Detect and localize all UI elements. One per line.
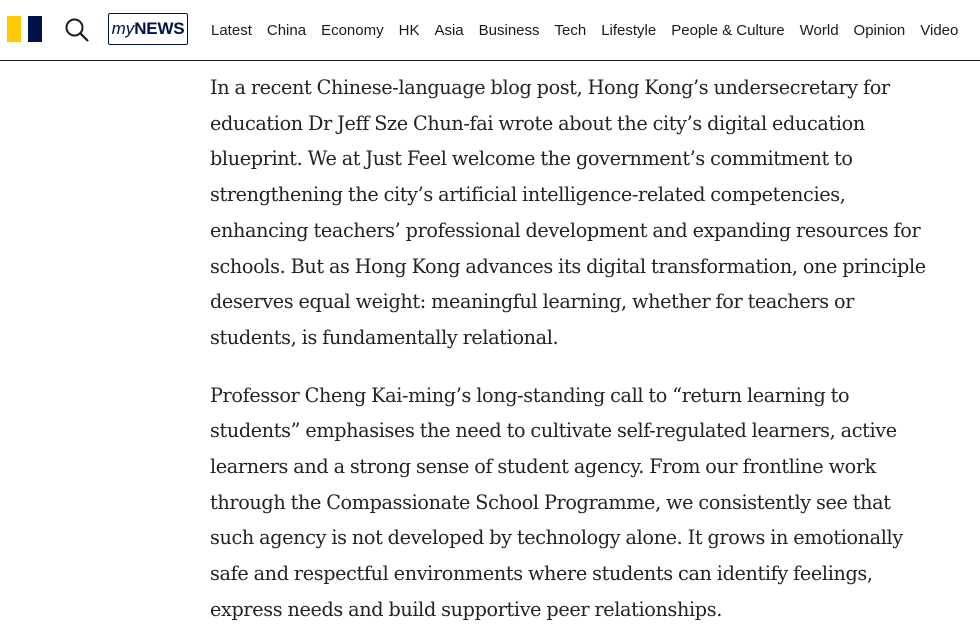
nav-item-asia[interactable]: Asia [434, 21, 464, 39]
nav-item-people-culture[interactable]: People & Culture [671, 21, 785, 39]
search-button[interactable] [63, 16, 91, 44]
mynews-news-label: NEWS [134, 19, 185, 38]
mynews-my-label: my [111, 19, 135, 38]
article-paragraph: Professor Cheng Kai-ming’s long-standing call to “return learning to students” emphasises the need to cultivate self-regulated learners, active learners and a strong sense of student agency. From our frontline work through the Compassionate School Programme, we consistently see that such agency is not developed by technology alone. It grows in emotionally safe and respectful environments where students can identify feelings, express needs and build supportive peer relationships. [210, 383, 903, 621]
mynews-button[interactable] [108, 13, 188, 45]
nav-item-opinion[interactable]: Opinion [853, 21, 906, 39]
nav-item-lifestyle[interactable]: Lifestyle [601, 21, 657, 39]
nav-item-china[interactable]: China [266, 21, 307, 39]
nav-item-tech[interactable]: Tech [554, 21, 587, 39]
section-navigation [211, 0, 973, 60]
article-paragraph: In a recent Chinese-language blog post, Hong Kong’s undersecretary for education Dr Jeff Sze Chun-fai wrote about the city’s digital education blueprint. We at Just Feel welcome the government’s commitment to strengthening the city’s artificial intelligence-related competencies, enhancing teachers’ professional development and expanding resources for schools. But as Hong Kong advances its digital transformation, one principle deserves equal weight: meaningful learning, whether for teachers or students, is fundamentally relational. [210, 76, 926, 349]
search-icon [63, 16, 91, 44]
nav-item-economy[interactable]: Economy [321, 21, 384, 39]
top-navigation-bar [0, 0, 980, 61]
scmp-logo[interactable] [7, 16, 42, 42]
logo-yellow-block [7, 16, 21, 42]
logo-navy-block [28, 16, 42, 42]
nav-item-video[interactable]: Video [920, 21, 959, 39]
article-body [210, 70, 935, 639]
nav-item-latest[interactable]: Latest [211, 21, 252, 39]
nav-item-world[interactable]: World [799, 21, 839, 39]
nav-item-business[interactable]: Business [478, 21, 540, 39]
nav-item-hk[interactable]: HK [398, 21, 420, 39]
